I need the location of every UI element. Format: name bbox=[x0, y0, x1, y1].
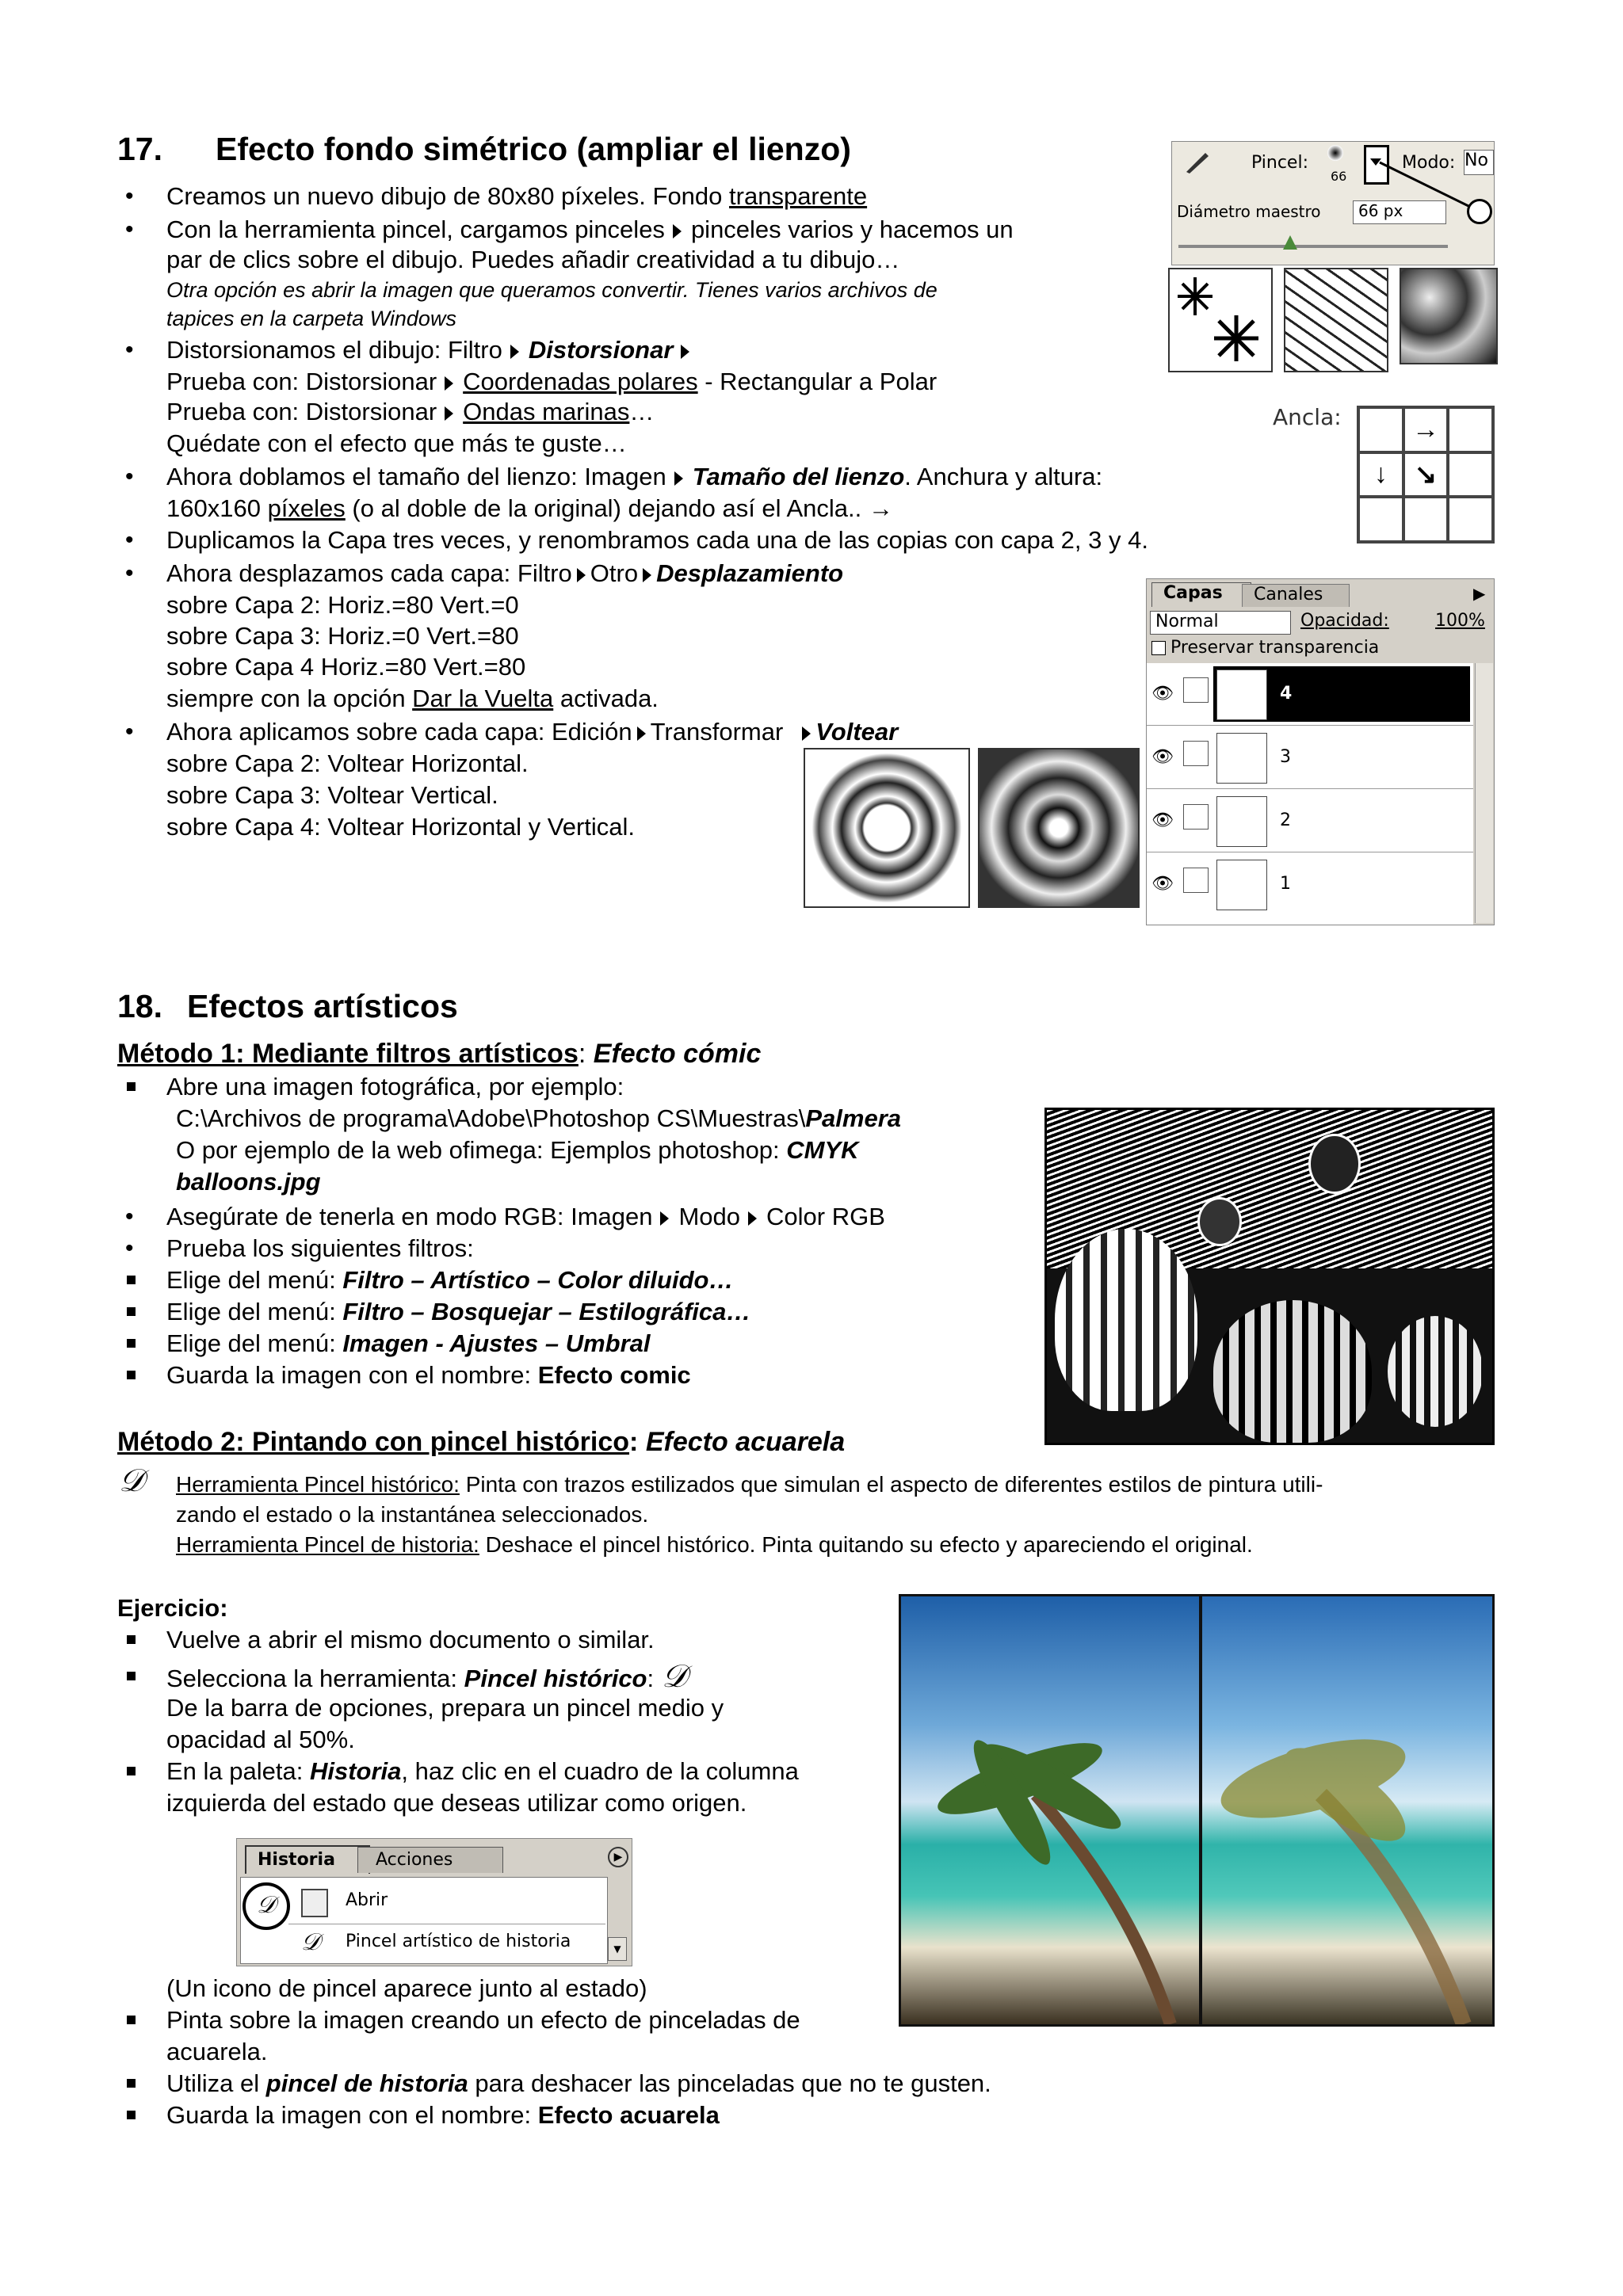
symmetric-distorted-image bbox=[978, 748, 1140, 908]
text-line: Distorsionamos el dibujo: Filtro Distorsionar bbox=[166, 334, 699, 366]
brush-options-bar bbox=[1171, 141, 1495, 265]
bullet bbox=[127, 1082, 136, 1091]
arrow-right-icon bbox=[577, 568, 586, 582]
arrow-right-icon bbox=[674, 471, 683, 486]
bullet: • bbox=[125, 337, 134, 363]
balloon bbox=[1055, 1229, 1197, 1411]
layer-thumbnail bbox=[1216, 733, 1267, 784]
history-state-art-brush[interactable]: Pincel artístico de historia bbox=[346, 1932, 571, 1951]
text-line: Pinta sobre la imagen creando un efecto de pinceladas de bbox=[166, 2006, 800, 2034]
layers-panel bbox=[1146, 578, 1495, 925]
layer-row[interactable] bbox=[1147, 727, 1473, 789]
palm-tree-shape bbox=[1202, 1596, 1492, 2024]
layer-thumbnail bbox=[1216, 860, 1267, 910]
arrow-right-icon bbox=[643, 568, 651, 582]
opacity-label: Opacidad: bbox=[1300, 611, 1389, 631]
mode-select[interactable]: No bbox=[1464, 150, 1494, 175]
arrow-right-icon bbox=[681, 345, 689, 359]
anchor-cell[interactable] bbox=[1448, 452, 1493, 498]
bullet: • bbox=[125, 1203, 134, 1230]
text-line: sobre Capa 2: Voltear Horizontal. bbox=[166, 749, 529, 777]
text-line: Asegúrate de tenerla en modo RGB: Imagen Modo Color RGB bbox=[166, 1203, 885, 1230]
layer-name: 3 bbox=[1280, 747, 1291, 767]
bullet: • bbox=[125, 1235, 134, 1261]
layer-row[interactable] bbox=[1147, 790, 1473, 852]
text-line: De la barra de opciones, prepara un pincel medio y bbox=[166, 1694, 724, 1722]
layer-scrollbar[interactable] bbox=[1475, 663, 1493, 923]
text-line: C:\Archivos de programa\Adobe\Photoshop CS\Muestras\Palmera bbox=[176, 1104, 901, 1132]
bullet: • bbox=[125, 527, 134, 553]
text-line: Creamos un nuevo dibujo de 80x80 píxeles. Fondo transparente bbox=[166, 182, 868, 210]
link-box[interactable] bbox=[1183, 741, 1209, 766]
note-line: tapices en la carpeta Windows bbox=[166, 307, 456, 330]
bullet bbox=[127, 1276, 136, 1284]
link-box[interactable] bbox=[1183, 868, 1209, 893]
bullet bbox=[127, 2016, 136, 2024]
text-line: (Un icono de pincel aparece junto al estado) bbox=[166, 1974, 647, 2002]
arrow-right-icon bbox=[637, 727, 646, 741]
eye-icon[interactable]: 👁 bbox=[1151, 684, 1174, 704]
arrow-down-right-icon[interactable]: ↘ bbox=[1403, 452, 1449, 498]
tab-actions[interactable]: Acciones bbox=[357, 1847, 503, 1873]
text-line: zando el estado o la instantánea seleccionados. bbox=[176, 1502, 649, 1527]
bullet: • bbox=[125, 216, 134, 242]
arrow-right-icon bbox=[673, 224, 682, 238]
history-art-brush-icon: 𝒟 bbox=[119, 1463, 144, 1499]
balloon bbox=[1213, 1300, 1372, 1443]
history-state-open[interactable]: Abrir bbox=[346, 1890, 388, 1910]
text-line: O por ejemplo de la web ofimega: Ejemplos photoshop: CMYK bbox=[176, 1136, 859, 1164]
bullet bbox=[127, 1339, 136, 1348]
text-line: Elige del menú: Filtro – Bosquejar – Estilográfica… bbox=[166, 1298, 751, 1325]
history-art-brush-icon: 𝒟 bbox=[662, 1658, 688, 1695]
bullet bbox=[127, 2079, 136, 2088]
eye-icon[interactable]: 👁 bbox=[1151, 874, 1174, 894]
master-diameter-label: Diámetro maestro bbox=[1177, 202, 1321, 221]
text-line: Con la herramienta pincel, cargamos pinceles pinceles varios y hacemos un bbox=[166, 215, 1014, 243]
text-line: sobre Capa 4: Voltear Horizontal y Vertical. bbox=[166, 813, 636, 841]
anchor-cell[interactable] bbox=[1358, 497, 1403, 542]
text-line: Selecciona la herramienta: Pincel histórico: 𝒟 bbox=[166, 1658, 688, 1695]
tab-history[interactable]: Historia bbox=[245, 1845, 370, 1874]
link-box[interactable] bbox=[1183, 804, 1209, 830]
mode-label: Modo: bbox=[1402, 153, 1456, 173]
layer-list bbox=[1147, 663, 1473, 925]
layer-name: 4 bbox=[1280, 684, 1293, 704]
varied-brush-image bbox=[1284, 268, 1388, 372]
preserve-transparency-checkbox[interactable] bbox=[1151, 641, 1166, 655]
tab-layers[interactable]: Capas bbox=[1151, 582, 1251, 607]
text-line: Vuelve a abrir el mismo documento o similar. bbox=[166, 1626, 655, 1653]
text-line: Elige del menú: Imagen - Ajustes – Umbral bbox=[166, 1329, 651, 1357]
text-line: balloons.jpg bbox=[176, 1168, 321, 1196]
bullet bbox=[127, 1371, 136, 1379]
anchor-cell-selected[interactable] bbox=[1358, 407, 1403, 452]
text-line: Ahora desplazamos cada capa: Filtro Otro Desplazamiento bbox=[166, 559, 844, 587]
layer-row[interactable] bbox=[1147, 853, 1473, 915]
text-line: Prueba con: Distorsionar Coordenadas polares - Rectangular a Polar bbox=[166, 368, 938, 395]
text-line: Guarda la imagen con el nombre: Efecto acuarela bbox=[166, 2101, 720, 2129]
text-line: Utiliza el pincel de historia para deshacer las pinceladas que no te gusten. bbox=[166, 2069, 991, 2097]
arrow-down-icon[interactable]: ↓ bbox=[1358, 452, 1403, 498]
eye-icon[interactable]: 👁 bbox=[1151, 747, 1174, 767]
diameter-slider[interactable] bbox=[1178, 245, 1448, 248]
text-line: sobre Capa 3: Voltear Vertical. bbox=[166, 781, 498, 809]
anchor-cell[interactable] bbox=[1403, 497, 1449, 542]
arrow-right-icon[interactable]: → bbox=[1403, 407, 1449, 452]
bullet bbox=[127, 1307, 136, 1316]
preserve-transparency-label: Preservar transparencia bbox=[1170, 638, 1380, 658]
section-17-number: 17. bbox=[117, 131, 162, 167]
arrow-right-icon bbox=[445, 376, 453, 391]
distorted-image bbox=[1400, 268, 1498, 364]
text-line: 160x160 píxeles (o al doble de la original) dejando así el Ancla.. → bbox=[166, 494, 893, 522]
history-panel bbox=[236, 1838, 632, 1966]
bullet bbox=[127, 1635, 136, 1644]
bullet bbox=[127, 1672, 136, 1680]
history-art-brush-icon: 𝒟 bbox=[301, 1928, 320, 1956]
balloon bbox=[1308, 1134, 1361, 1194]
history-source-brush-icon[interactable]: 𝒟 bbox=[242, 1882, 290, 1930]
bullet: • bbox=[125, 183, 134, 209]
layer-name: 1 bbox=[1280, 874, 1291, 894]
anchor-grid[interactable] bbox=[1357, 406, 1495, 543]
opacity-value[interactable]: 100% bbox=[1435, 611, 1485, 631]
method-1-heading: Método 1: Mediante filtros artísticos: Efecto cómic bbox=[117, 1039, 762, 1069]
master-diameter-input[interactable]: 66 px bbox=[1353, 200, 1446, 224]
section-18-number: 18. bbox=[117, 988, 162, 1024]
panel-menu-icon[interactable]: ▶ bbox=[608, 1847, 628, 1867]
text-line: siempre con la opción Dar la Vuelta activada. bbox=[166, 685, 659, 712]
balloon bbox=[1197, 1197, 1242, 1246]
text-line: sobre Capa 2: Horiz.=80 Vert.=0 bbox=[166, 591, 519, 619]
brush-size: 66 bbox=[1331, 169, 1347, 184]
layer-name: 2 bbox=[1280, 810, 1291, 830]
arrow-right-icon bbox=[445, 406, 453, 421]
snowflake-brush-image bbox=[1168, 268, 1273, 372]
text-line: Prueba con: Distorsionar Ondas marinas… bbox=[166, 398, 655, 425]
bullet bbox=[127, 2111, 136, 2119]
slider-thumb[interactable] bbox=[1283, 235, 1297, 250]
comic-balloons-image bbox=[1044, 1108, 1495, 1445]
text-line: izquierda del estado que deseas utilizar como origen. bbox=[166, 1789, 747, 1817]
exercise-heading: Ejercicio: bbox=[117, 1594, 228, 1622]
text-line: Herramienta Pincel de historia: Deshace el pincel histórico. Pinta quitando su efecto y apareciendo el original. bbox=[176, 1532, 1253, 1557]
history-list bbox=[240, 1877, 608, 1964]
layer-thumbnail bbox=[1216, 796, 1267, 847]
method-2-heading: Método 2: Pintando con pincel histórico: Efecto acuarela bbox=[117, 1427, 846, 1457]
arrow-right-icon bbox=[660, 1211, 669, 1226]
arrow-right-icon bbox=[510, 345, 519, 359]
section-18-title: Efectos artísticos bbox=[187, 988, 458, 1024]
document-icon bbox=[301, 1889, 328, 1917]
palm-original-image bbox=[899, 1594, 1201, 2027]
snowflake-icon bbox=[1170, 269, 1271, 371]
panel-menu-icon[interactable]: ▶ bbox=[1473, 584, 1486, 603]
bullet: • bbox=[125, 719, 134, 745]
brush-link-icon[interactable] bbox=[1183, 677, 1209, 703]
section-17-title: Efecto fondo simétrico (ampliar el lienzo) bbox=[216, 131, 851, 167]
text-line: par de clics sobre el dibujo. Puedes añadir creatividad a tu dibujo… bbox=[166, 246, 900, 273]
text-line: sobre Capa 4 Horiz.=80 Vert.=80 bbox=[166, 653, 526, 681]
balloon bbox=[1388, 1316, 1483, 1427]
blend-mode-select[interactable]: Normal bbox=[1150, 611, 1291, 635]
text-line: En la paleta: Historia, haz clic en el cuadro de la columna bbox=[166, 1757, 799, 1785]
scroll-down-icon[interactable]: ▼ bbox=[608, 1937, 627, 1961]
layer-thumbnail bbox=[1216, 669, 1267, 720]
anchor-cell[interactable] bbox=[1448, 497, 1493, 542]
palm-tree-shape bbox=[901, 1596, 1199, 2024]
text-line: Ahora aplicamos sobre cada capa: Edición Transformar Voltear bbox=[166, 718, 899, 746]
text-line: Elige del menú: Filtro – Artístico – Color diluido… bbox=[166, 1266, 734, 1294]
text-line: opacidad al 50%. bbox=[166, 1726, 355, 1753]
anchor-cell[interactable] bbox=[1448, 407, 1493, 452]
text-line: Abre una imagen fotográfica, por ejemplo: bbox=[166, 1073, 624, 1100]
bullet bbox=[127, 1767, 136, 1775]
eye-icon[interactable]: 👁 bbox=[1151, 810, 1174, 830]
text-line: Duplicamos la Capa tres veces, y renombramos cada una de las copias con capa 2, 3 y 4. bbox=[166, 526, 1148, 554]
bullet: • bbox=[125, 463, 134, 490]
palm-watercolor-image bbox=[1200, 1594, 1495, 2027]
brush-label: Pincel: bbox=[1251, 153, 1308, 173]
symmetric-result-image bbox=[804, 748, 970, 908]
text-line: Ahora doblamos el tamaño del lienzo: Imagen Tamaño del lienzo. Anchura y altura: bbox=[166, 463, 1103, 490]
note-line: Otra opción es abrir la imagen que queramos convertir. Tienes varios archivos de bbox=[166, 278, 938, 302]
arrow-right-icon bbox=[748, 1211, 757, 1226]
text-line: acuarela. bbox=[166, 2038, 268, 2065]
arrow-right-icon bbox=[802, 727, 811, 741]
tab-channels[interactable]: Canales bbox=[1242, 584, 1350, 607]
layer-row[interactable] bbox=[1147, 663, 1473, 726]
text-line: sobre Capa 3: Horiz.=0 Vert.=80 bbox=[166, 622, 519, 650]
text-line: Guarda la imagen con el nombre: Efecto comic bbox=[166, 1361, 691, 1389]
bullet: • bbox=[125, 560, 134, 586]
text-line: Prueba los siguientes filtros: bbox=[166, 1234, 474, 1262]
anchor-label: Ancla: bbox=[1273, 404, 1342, 430]
text-line: Quédate con el efecto que más te guste… bbox=[166, 429, 627, 457]
text-line: Herramienta Pincel histórico: Pinta con trazos estilizados que simulan el aspecto de diferentes estilos de pintura utili- bbox=[176, 1472, 1323, 1497]
